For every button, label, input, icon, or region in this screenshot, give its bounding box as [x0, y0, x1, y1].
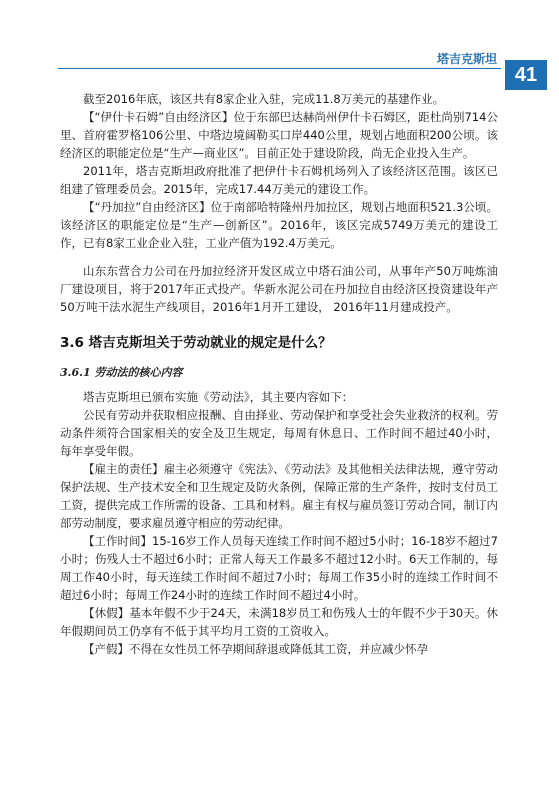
paragraph: 【雇主的责任】雇主必须遵守《宪法》、《劳动法》及其他相关法律法规，遵守劳动保护法规、生产技术安全和卫生规定及防火条例，保障正常的生产条件，按时支付员工工资，提供完成工作所需的设备、工具和材料。雇主有权与雇员签订劳动合同，制订内部劳动制度，要求雇员遵守相应的劳动纪律。 — [60, 462, 498, 530]
paragraph: 公民有劳动并获取相应报酬、自由择业、劳动保护和享受社会失业救济的权利。劳动条件须符合国家相关的安全及卫生规定，每周有休息日、工作时间不超过40小时，每年享受年假。 — [60, 408, 498, 458]
paragraph: 2011年，塔吉克斯坦政府批准了把伊什卡石姆机场列入了该经济区范围。该区已组建了管理委员会。2015年，完成17.44万美元的建设工作。 — [60, 164, 498, 196]
page-content — [60, 90, 498, 658]
page-number: 41 — [505, 60, 547, 90]
paragraph: 【产假】不得在女性员工怀孕期间辞退或降低其工资，并应减少怀孕 — [83, 642, 428, 656]
paragraph: 截至2016年底，该区共有8家企业入驻，完成11.8万美元的基建作业。 — [83, 92, 445, 106]
paragraph: 【“伊什卡石姆”自由经济区】位于东部巴达赫尚州伊什卡石姆区，距杜尚别714公里、首府霍罗格106公里、中塔边境阔勒买口岸440公里，规划占地面积200公顷。该经济区的职能定位是“生产—商业区”。目前正处于建设阶段，尚无企业投入生产。 — [60, 110, 498, 160]
subsection-heading: 3.6.1 劳动法的核心内容 — [60, 366, 183, 379]
paragraph: 山东东营合力公司在丹加拉经济开发区成立中塔石油公司，从事年产50万吨炼油厂建设项目，将于2017年正式投产。华新水泥公司在丹加拉自由经济区投资建设年产50万吨干法水泥生产线项目，2016年1月开工建设， 2016年11月建成投产。 — [60, 264, 498, 314]
header-rule — [58, 68, 501, 69]
running-header-title: 塔吉克斯坦 — [436, 52, 497, 66]
paragraph: 【工作时间】15-16岁工作人员每天连续工作时间不超过5小时；16-18岁不超过7小时；伤残人士不超过6小时；正常人每天工作最多不超过12小时。6天工作制的，每周工作40小时，每天连续工作时间不超过7小时；每周工作35小时的连续工作时间不超过6小时；每周工作24小时的连续工作时间不超过4小时。 — [60, 534, 498, 602]
paragraph: 【休假】基本年假不少于24天，未满18岁员工和伤残人士的年假不少于30天。休年假期间员工仍享有不低于其平均月工资的工资收入。 — [60, 606, 498, 638]
page-header — [0, 0, 559, 92]
paragraph: 塔吉克斯坦已颁布实施《劳动法》，其主要内容如下： — [83, 390, 354, 404]
section-heading: 3.6 塔吉克斯坦关于劳动就业的规定是什么？ — [60, 335, 332, 351]
paragraph: 【“丹加拉”自由经济区】位于南部哈特隆州丹加拉区，规划占地面积521.3公顷。该经济区的职能定位是“生产—创新区”。2016年，该区完成5749万美元的建设工作，已有8家工业企业入驻，工业产值为192.4万美元。 — [60, 200, 498, 250]
